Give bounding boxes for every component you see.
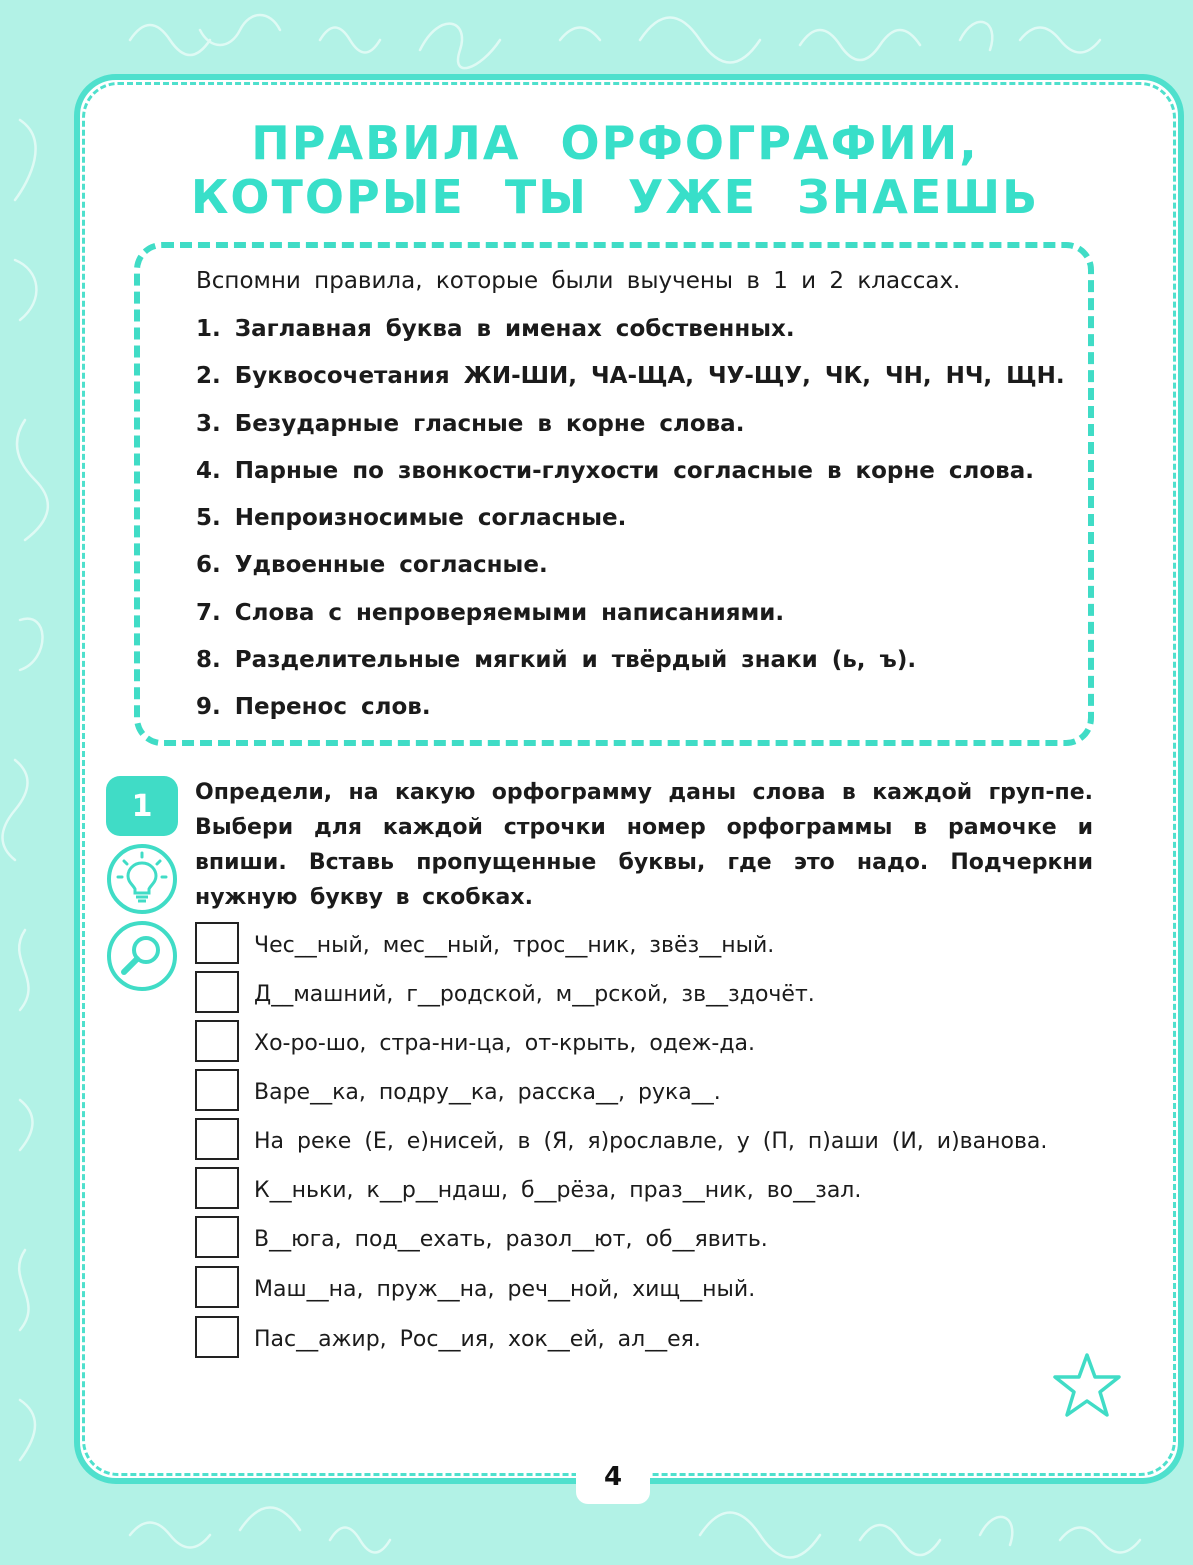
answer-box[interactable]: [195, 1069, 239, 1111]
exercise-line: В__юга, под__ехать, разол__ют, об__явить.: [254, 1227, 768, 1252]
magnifier-icon: [106, 920, 178, 992]
answer-box[interactable]: [195, 971, 239, 1013]
rule-item: 9. Перенос слов.: [196, 694, 431, 720]
rule-item: 1. Заглавная буква в именах собственных.: [196, 316, 795, 342]
rule-item: 5. Непроизносимые согласные.: [196, 505, 627, 531]
exercise-line: Чес__ный, мес__ный, трос__ник, звёз__ный.: [254, 933, 775, 958]
answer-box[interactable]: [195, 1167, 239, 1209]
exercise-line: Хо-ро-шо, стра-ни-ца, от-крыть, одеж-да.: [254, 1031, 756, 1056]
answer-box[interactable]: [195, 922, 239, 964]
lightbulb-icon: [106, 843, 178, 915]
exercise-line: К__ньки, к__р__ндаш, б__рёза, праз__ник, во__зал.: [254, 1178, 862, 1203]
answer-box[interactable]: [195, 1020, 239, 1062]
exercise-line: Д__машний, г__родской, м__рской, зв__здочёт.: [254, 982, 815, 1007]
task-number-badge: 1: [106, 776, 178, 836]
answer-box[interactable]: [195, 1266, 239, 1308]
page-title-line-1: ПРАВИЛА ОРФОГРАФИИ,: [251, 116, 979, 170]
page-number: 4: [603, 1462, 623, 1492]
rule-item: 7. Слова с непроверяемыми написаниями.: [196, 600, 785, 626]
exercise-line: На реке (Е, е)нисей, в (Я, я)рославле, у (П, п)аши (И, и)ванова.: [254, 1129, 1048, 1154]
answer-box[interactable]: [195, 1118, 239, 1160]
answer-box[interactable]: [195, 1316, 239, 1358]
rule-item: 6. Удвоенные согласные.: [196, 552, 548, 578]
exercise-line: Варе__ка, подру__ка, расска__, рука__.: [254, 1080, 721, 1105]
rule-item: 4. Парные по звонкости-глухости согласные в корне слова.: [196, 458, 1034, 484]
page-title-line-2: КОТОРЫЕ ТЫ УЖЕ ЗНАЕШЬ: [190, 170, 1040, 224]
answer-box[interactable]: [195, 1216, 239, 1258]
task-instruction: Определи, на какую орфограмму даны слова в каждой груп-пе. Выбери для каждой строчки номер орфограммы в рамочке и впиши. Вставь пропущенные буквы, где это надо. Подчеркни нужную букву в скобках.: [195, 780, 1093, 910]
rule-item: 2. Буквосочетания ЖИ-ШИ, ЧА-ЩА, ЧУ-ЩУ, ЧК, ЧН, НЧ, ЩН.: [196, 363, 1065, 389]
star-icon: [1052, 1352, 1122, 1418]
rules-intro: Вспомни правила, которые были выучены в 1 и 2 классах.: [196, 268, 961, 294]
exercise-line: Маш__на, пруж__на, реч__ной, хищ__ный.: [254, 1277, 756, 1302]
rule-item: 8. Разделительные мягкий и твёрдый знаки (ь, ъ).: [196, 647, 917, 673]
rule-item: 3. Безударные гласные в корне слова.: [196, 411, 745, 437]
exercise-line: Пас__ажир, Рос__ия, хок__ей, ал__ея.: [254, 1327, 701, 1352]
